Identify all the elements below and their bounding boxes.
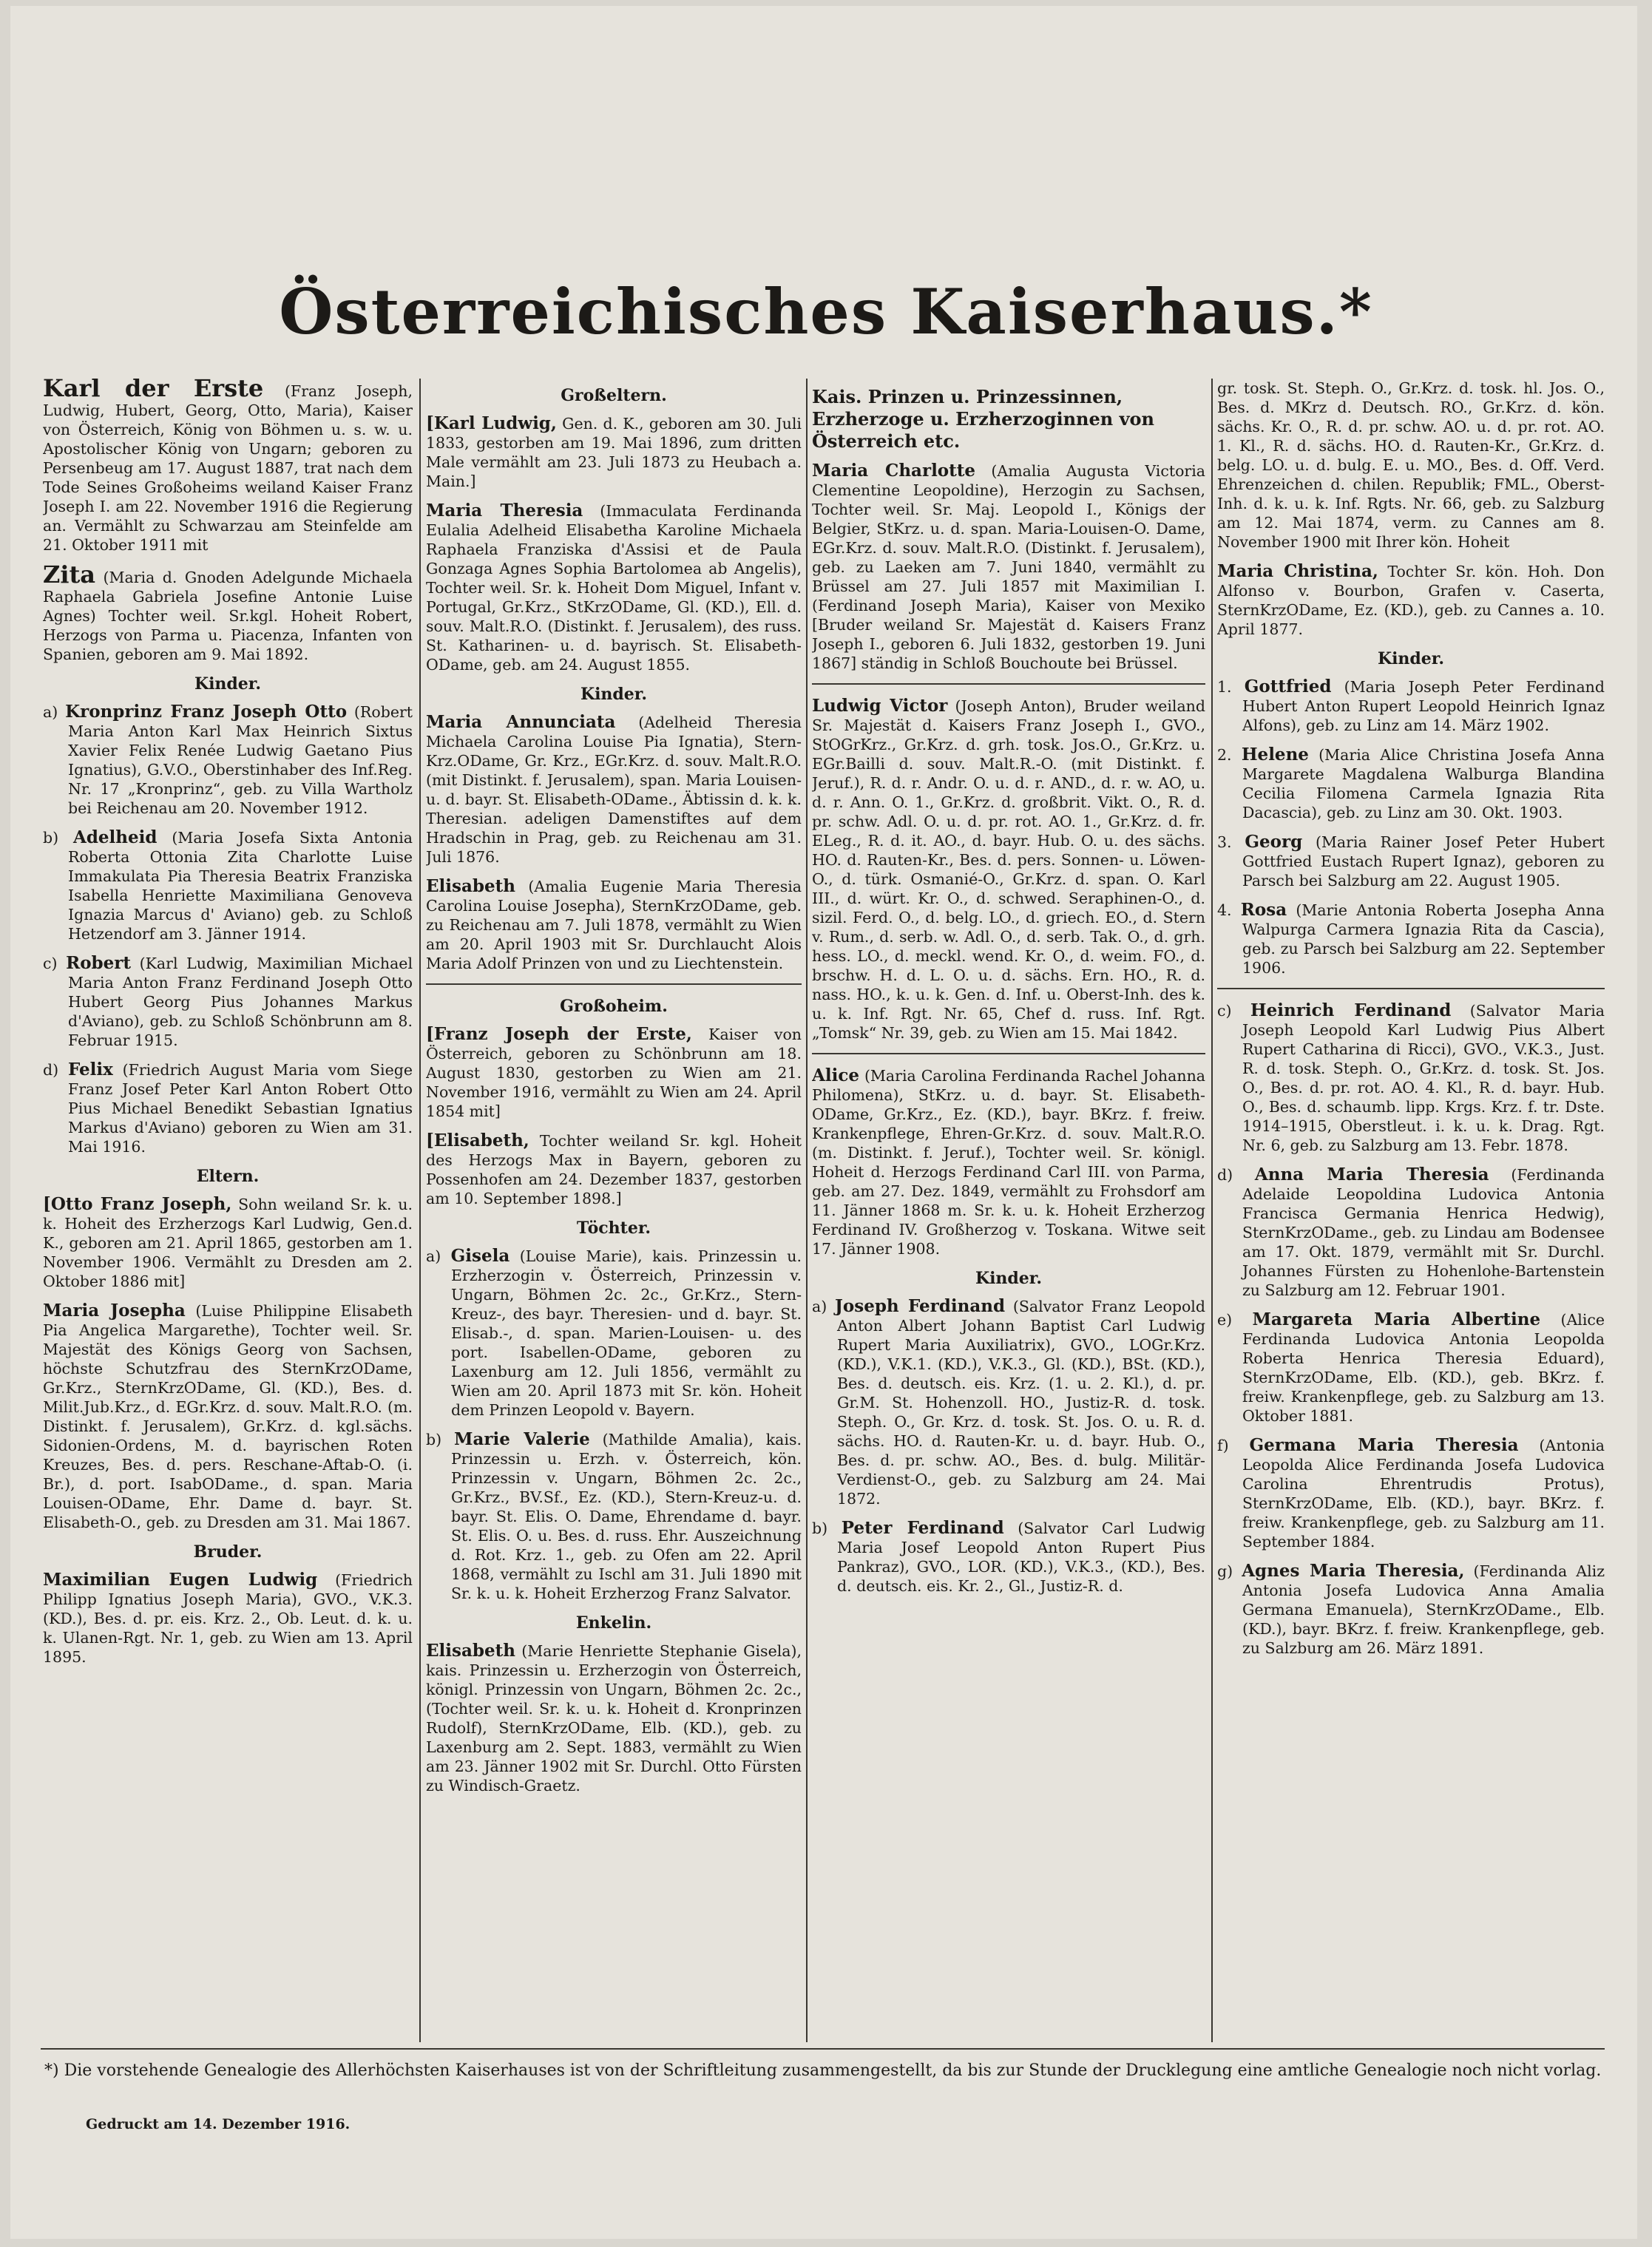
entry-ludwig-victor xyxy=(812,697,1205,1043)
column-3 xyxy=(812,379,1205,2044)
entry-elisabeth-empress xyxy=(426,1131,802,1208)
entry-child xyxy=(426,1247,802,1420)
section-heading: Großeltern. xyxy=(561,386,667,405)
entry-text: (Antonia Leopolda Alice Ferdinanda Josefa Ludovica Carolina Ehrentrudis Protus), SternKrzODame, Elb. (KD.), bayr. BKrz. f. freiw. Krankenpflege, geb. zu Salzburg am 11. September 1884. xyxy=(1242,1437,1605,1550)
column-divider xyxy=(419,379,421,2042)
entry-mark: d) xyxy=(43,1061,68,1079)
entry-text: Gen. d. K., geboren am 30. Juli 1833, gestorben am 19. Mai 1896, zum dritten Male vermählt am 23. Juli 1873 zu Heubach a. Main.] xyxy=(426,415,802,490)
entry-text: (Maria Rainer Josef Peter Hubert Gottfried Eustach Rupert Ignaz), geboren zu Parsch bei Salzburg am 22. August 1905. xyxy=(1242,833,1605,889)
entry-mark: 1. xyxy=(1217,678,1245,696)
entry-name: Alice xyxy=(812,1065,859,1085)
entry-franz-joseph xyxy=(426,1025,802,1121)
entry-otto xyxy=(43,1195,413,1291)
entry-child xyxy=(1217,1562,1605,1658)
divider xyxy=(812,683,1205,685)
entry-name: Felix xyxy=(67,1060,113,1080)
entry-name: Zita xyxy=(43,560,96,589)
entry-text: (Salvator Maria Joseph Leopold Karl Ludwig Pius Albert Rupert Catharina di Ricci), GVO., V.K.3., Just. R. d. tosk. Steph. O., Gr.Krz. d. tosk. St. Jos. O., Bes. d. pr. rot. AO. 4. Kl., R. d. bayr. Hub. O., Bes. d. schaumb. lipp. Krgs. Krz. f. tr. Dste. 1914–1915, Oberstleut. i. k. u. k. Drag. Rgt. Nr. 6, geb. zu Salzburg am 13. Febr. 1878. xyxy=(1242,1002,1605,1154)
entry-text: Tochter weiland Sr. kgl. Hoheit des Herzogs Max in Bayern, geboren zu Possenhofen am 24. Dezember 1837, gestorben am 10. September 1898.] xyxy=(426,1132,802,1207)
entry-name: Joseph Ferdinand xyxy=(835,1296,1006,1316)
entry-text: (Mathilde Amalia), kais. Prinzessin u. Erzh. v. Österreich, kön. Prinzessin v. Ungarn, Böhmen 2c. 2c., Gr.Krz., BV.Sf., Ez. (KD.), Stern-Kreuz-u. d. bayr. St. Elis. O. Dame, Ehrendame d. bayr. St. Elis. O. u. Bes. d. russ. Ehr. Auszeichnung d. Rot. Krz. 1., geb. zu Ofen am 22. April 1868, vermählt zu Ischl am 31. Juli 1890 mit Sr. k. u. k. Hoheit Erzherzog Franz Salvator. xyxy=(451,1431,802,1602)
entry-karl xyxy=(43,379,413,555)
entry-text: (Franz Joseph, Ludwig, Hubert, Georg, Otto, Maria), Kaiser von Österreich, König von Böhmen u. s. w. u. Apostolischer König von Ungarn; geboren zu Persenbeug am 17. August 1887, trat nach dem Tode Seines Großoheims weiland Kaiser Franz Joseph I. am 22. November 1916 die Regierung an. Vermählt zu Schwarzau am Steinfelde am 21. Oktober 1911 mit xyxy=(43,382,413,554)
entry-mark: 4. xyxy=(1217,901,1241,919)
entry-mark: b) xyxy=(426,1431,455,1448)
entry-child xyxy=(1217,901,1605,977)
divider xyxy=(812,1053,1205,1054)
entry-text: Sohn weiland Sr. k. u. k. Hoheit des Erzherzogs Karl Ludwig, Gen.d. K., geboren am 21. April 1865, gestorben am 1. November 1906. Vermählt zu Dresden am 2. Oktober 1886 mit] xyxy=(43,1196,413,1290)
entry-child xyxy=(812,1519,1205,1596)
entry-mark: f) xyxy=(1217,1437,1250,1454)
footnote: *) Die vorstehende Genealogie des Allerhöchsten Kaiserhauses ist von der Schriftleitung zusammengestellt, da bis zur Stunde der Drucklegung eine amtliche Genealogie noch nicht vorlag. xyxy=(44,2061,1602,2080)
divider xyxy=(426,983,802,985)
entry-mark: a) xyxy=(426,1247,451,1265)
entry-text: (Louise Marie), kais. Prinzessin u. Erzherzogin v. Österreich, Prinzessin v. Ungarn, Böhmen 2c. 2c., Gr.Krz., Stern-Kreuz-, des bayr. Theresien- und d. bayr. St. Elisab.-, d. span. Marien-Louisen- u. des port. Isabellen-ODame, geboren zu Laxenburg am 12. Juli 1856, vermählt zu Wien am 20. April 1873 mit Sr. kön. Hoheit dem Prinzen Leopold v. Bayern. xyxy=(451,1247,802,1419)
divider xyxy=(1217,988,1605,989)
entry-name: Kronprinz Franz Joseph Otto xyxy=(65,702,348,722)
entry-child xyxy=(1217,745,1605,822)
entry-name: Heinrich Ferdinand xyxy=(1250,1000,1452,1020)
column-divider xyxy=(806,379,808,2042)
entry-maria-annunciata xyxy=(426,713,802,867)
entry-text: (Maria Joseph Peter Ferdinand Hubert Anton Rupert Leopold Heinrich Ignaz Alfons), geb. zu Linz am 14. März 1902. xyxy=(1242,678,1605,734)
entry-elisabeth-granddaughter xyxy=(426,1641,802,1795)
entry-text: Kaiser von Österreich, geboren zu Schönbrunn am 18. August 1830, gestorben zu Wien am 21. November 1916, vermählt zu Wien am 24. April 1854 mit] xyxy=(426,1026,802,1120)
entry-mark: e) xyxy=(1217,1311,1253,1329)
entry-maximilian xyxy=(43,1570,413,1667)
entry-name: [Otto Franz Joseph, xyxy=(43,1194,232,1214)
entry-name: Karl der Erste xyxy=(43,379,264,402)
entry-child xyxy=(1217,833,1605,890)
entry-child xyxy=(43,828,413,943)
entry-text: (Marie Henriette Stephanie Gisela), kais. Prinzessin u. Erzherzogin von Österreich, königl. Prinzessin von Ungarn, Böhmen 2c. 2c., (Tochter weil. Sr. k. u. k. Hoheit d. Kronprinzen Rudolf), SternKrzODame, Elb. (KD.), geb. zu Laxenburg am 2. Sept. 1883, vermählt zu Wien am 23. Jänner 1902 mit Sr. Durchl. Otto Fürsten zu Windisch-Graetz. xyxy=(426,1642,802,1794)
entry-mark: g) xyxy=(1217,1562,1242,1580)
print-date: Gedruckt am 14. Dezember 1916. xyxy=(86,2116,351,2132)
entry-name: Gisela xyxy=(450,1246,510,1266)
column-4 xyxy=(1217,379,1605,2044)
section-heading: Kinder. xyxy=(194,674,262,694)
section-heading: Bruder. xyxy=(193,1542,263,1562)
entry-text: (Friedrich August Maria vom Siege Franz Josef Peter Karl Anton Robert Otto Pius Michael Benedikt Sebastian Ignatius Markus d'Aviano) geboren zu Wien am 31. Mai 1916. xyxy=(68,1061,413,1156)
entry-mark: c) xyxy=(43,955,67,972)
section-heading: Enkelin. xyxy=(575,1613,652,1633)
entry-text: (Amalia Eugenie Maria Theresia Carolina Louise Josepha), SternKrzODame, geb. zu Reichenau am 7. Juli 1878, vermählt zu Wien am 20. April 1903 mit Sr. Durchlaucht Alois Maria Adolf Prinzen von und zu Liechtenstein. xyxy=(426,878,802,972)
entry-child xyxy=(426,1430,802,1603)
entry-text: (Immaculata Ferdinanda Eulalia Adelheid Elisabetha Karoline Michaela Raphaela Franziska d'Assisi et de Paula Gonzaga Agnes Sophia Bartolomea ab Angelis), Tochter weil. Sr. k. Hoheit Dom Miguel, Infant v. Portugal, Gr.Krz., StKrzODame, Gl. (KD.), Ell. d. souv. Malt.R.O. (Distinkt. f. Jerusalem), des russ. St. Katharinen- u. d. bayrisch. St. Elisabeth-ODame, geb. am 24. August 1855. xyxy=(426,502,802,674)
section-heading: Eltern. xyxy=(196,1167,260,1186)
entry-continuation: gr. tosk. St. Steph. O., Gr.Krz. d. tosk. hl. Jos. O., Bes. d. MKrz d. Deutsch. RO., Gr.Krz. d. kön. sächs. Kr. O., R. d. pr. schw. AO. u. d. pr. rot. AO. 1. Kl., R. d. sächs. HO. d. Rauten-Kr., Gr.Krz. d. belg. LO. u. d. bulg. E. u. MO., Bes. d. Off. Verd. Ehrenzeichen d. chilen. Republik; FML., Oberst-Inh. d. k. u. k. Inf. Rgts. Nr. 66, geb. zu Salzburg am 12. Mai 1874, verm. zu Cannes am 8. November 1900 mit Ihrer kön. Hoheit xyxy=(1217,379,1605,551)
entry-name: Maria Annunciata xyxy=(426,712,616,732)
entry-maria-charlotte xyxy=(812,461,1205,673)
section-heading: Kinder. xyxy=(1377,649,1445,668)
entry-mark: c) xyxy=(1217,1002,1250,1020)
entry-name: Maximilian Eugen Ludwig xyxy=(43,1570,318,1590)
entry-name: Elisabeth xyxy=(426,876,515,896)
entry-text: (Maria Carolina Ferdinanda Rachel Johanna Philomena), StKrz. u. d. bayr. St. Elisabeth-ODame, Gr.Krz., Ez. (KD.), bayr. BKrz. f. freiw. Krankenpflege, Ehren-Gr.Krz. d. souv. Malt.R.O. (m. Distinkt. f. Jeruf.), Tochter weil. Sr. königl. Hoheit d. Herzogs Ferdinand Carl III. von Parma, geb. am 27. Dez. 1849, vermählt zu Frohsdorf am 11. Jänner 1868 m. Sr. k. u. k. Hoheit Erzherzog Ferdinand IV. Großherzog v. Toskana. Witwe seit 17. Jänner 1908. xyxy=(812,1067,1205,1258)
entry-name: Elisabeth xyxy=(426,1641,515,1661)
entry-name: Marie Valerie xyxy=(454,1429,590,1449)
page-title: Österreichisches Kaiserhaus.* xyxy=(279,275,1373,348)
entry-child xyxy=(43,954,413,1050)
entry-text: (Joseph Anton), Bruder weiland Sr. Majestät d. Kaisers Franz Joseph I., GVO., StOGrKrz., Gr.Krz. d. grh. tosk. Jos.O., Gr.Krz. u. EGr.Bailli d. souv. Malt.R.-O. (mit Distinkt. f. Jeruf.), R. d. r. Andr. O. u. d. r. AND., d. r. w. AO, u. d. r. Ann. O. 1., Gr.Krz. d. großbrit. Vikt. O., R. d. pr. schw. Adl. O. u. d. pr. rot. AO. 1., Gr.Krz. d. fr. ELeg., R. d. it. AO., d. bayr. Hub. O. u. des sächs. HO. d. Rauten-Kr., Bes. d. pers. Sonnen- u. Löwen-O., d. türk. Osmanié-O., Gr.Krz. d. span. O. Karl III., d. würt. Kr. O., d. schwed. Seraphinen-O., d. sizil. Ferd. O., d. belg. LO., d. griech. EO., d. Stern v. Rum., d. serb. w. Adl. O., d. serb. Tak. O., d. grh. hess. LO., d. meckl. wend. Kr. O., d. weim. FO., d. brschw. H. d. L. O. u. d. sächs. Ern. HO., R. d. nass. HO., k. u. k. Gen. d. Inf. u. Oberst-Inh. des k. u. k. Inf. Rgt. Nr. 65, Chef d. russ. Inf. Rgt. „Tomsk“ Nr. 39, geb. zu Wien am 15. Mai 1842. xyxy=(812,697,1205,1042)
entry-child xyxy=(1217,677,1605,735)
entry-child xyxy=(1217,1436,1605,1551)
entry-child xyxy=(812,1297,1205,1508)
entry-text: (Maria Alice Christina Josefa Anna Margarete Magdalena Walburga Blandina Cecilia Filomena Carmela Ignazia Rita Dacascia), geb. zu Linz am 30. Okt. 1903. xyxy=(1242,746,1605,821)
entry-mark: 3. xyxy=(1217,833,1245,851)
entry-zita xyxy=(43,560,413,664)
entry-text: (Amalia Augusta Victoria Clementine Leopoldine), Herzogin zu Sachsen, Tochter weil. Sr. Maj. Leopold I., Königs der Belgier, StKrz. u. d. span. Maria-Louisen-O. Dame, EGr.Krz. d. souv. Malt.R.O. (Distinkt. f. Jerusalem), geb. zu Laeken am 7. Juni 1840, vermählt zu Brüssel am 27. Juli 1857 mit Maximilian I. (Ferdinand Joseph Maria), Kaiser von Mexiko [Bruder weiland Sr. Majestät d. Kaisers Franz Joseph I., geboren 6. Juli 1832, gestorben 19. Juni 1867] ständig in Schloß Bouchoute bei Brüssel. xyxy=(812,462,1205,672)
entry-text: (Salvator Franz Leopold Anton Albert Johann Baptist Carl Ludwig Rupert Maria Auxiliatrix), GVO., LOGr.Krz. (KD.), V.K.1. (KD.), V.K.3., Gl. (KD.), BSt. (KD.), Bes. d. deutsch. eis. Krz. (1. u. 2. Kl.), d. pr. Gr.M. St. Hohenzoll. HO., Justiz-R. d. tosk. Steph. O., Gr. Krz. d. tosk. St. Jos. O. u. R. d. sächs. HO. d. Rauten-Kr. u. d. bayr. Hub. O., Bes. d. pr. schw. AO., Bes. d. bulg. Militär-Verdienst-O., geb. zu Salzburg am 24. Mai 1872. xyxy=(837,1298,1205,1508)
section-heading: Großoheim. xyxy=(560,997,668,1016)
entry-name: Gottfried xyxy=(1244,677,1332,697)
entry-name: Peter Ferdinand xyxy=(841,1518,1004,1538)
entry-text: (Ferdinanda Aliz Antonia Josefa Ludovica Anna Amalia Germana Emanuela), SternKrzODame., Elb. (KD.), bayr. BKrz. f. freiw. Krankenpflege, geb. zu Salzburg am 26. März 1891. xyxy=(1242,1562,1605,1657)
entry-name: Maria Theresia xyxy=(426,501,583,521)
entry-maria-theresia xyxy=(426,501,802,674)
entry-name: [Karl Ludwig, xyxy=(426,413,557,433)
entry-mark: b) xyxy=(43,829,73,847)
entry-karl-ludwig xyxy=(426,414,802,491)
section-heading: Töchter. xyxy=(576,1219,651,1238)
entry-name: Maria Charlotte xyxy=(812,461,976,481)
section-heading: Kinder. xyxy=(580,685,648,704)
entry-text: (Karl Ludwig, Maximilian Michael Maria Anton Franz Ferdinand Joseph Otto Hubert Georg Pius Johannes Markus d'Aviano), geb. zu Schloß Schönbrunn am 8. Februar 1915. xyxy=(68,955,413,1049)
entry-alice xyxy=(812,1066,1205,1258)
entry-mark: a) xyxy=(812,1298,836,1315)
entry-text: (Friedrich Philipp Ignatius Joseph Maria), GVO., V.K.3. (KD.), Bes. d. pr. eis. Krz. 2., Ob. Leut. d. k. u. k. Ulanen-Rgt. Nr. 1, geb. zu Wien am 13. April 1895. xyxy=(43,1571,413,1666)
column-divider xyxy=(1211,379,1213,2042)
entry-text: (Salvator Carl Ludwig Maria Josef Leopold Anton Rupert Pius Pankraz), GVO., LOR. (KD.), V.K.3., (KD.), Bes. d. deutsch. eis. Kr. 2., Gl., Justiz-R. d. xyxy=(837,1519,1205,1595)
section-heading: Kais. Prinzen u. Prinzessinnen, Erzherzoge u. Erzherzoginnen von Österreich etc. xyxy=(812,386,1154,452)
entry-maria-josepha xyxy=(43,1301,413,1532)
entry-name: Robert xyxy=(66,953,132,973)
entry-name: Helene xyxy=(1241,745,1309,765)
entry-elisabeth xyxy=(426,877,802,973)
entry-name: Ludwig Victor xyxy=(812,696,948,716)
entry-text: Tochter Sr. kön. Hoh. Don Alfonso v. Bourbon, Grafen v. Caserta, SternKrzODame, Ez. (KD.), geb. zu Cannes a. 10. April 1877. xyxy=(1217,563,1605,638)
entry-text: (Alice Ferdinanda Ludovica Antonia Leopolda Roberta Henrica Theresia Eduard), SternKrzODame, Elb. (KD.), geb. BKrz. f. freiw. Krankenpflege, geb. zu Salzburg am 13. Oktober 1881. xyxy=(1242,1311,1605,1425)
entry-name: Georg xyxy=(1245,832,1303,852)
column-1 xyxy=(43,379,413,2044)
section-heading: Kinder. xyxy=(975,1269,1043,1288)
entry-text: (Ferdinanda Adelaide Leopoldina Ludovica Antonia Francisca Germania Henrica Hedwig), SternKrzODame., geb. zu Lindau am Bodensee am 17. Okt. 1879, vermählt mit Sr. Durchl. Johannes Fürsten zu Hohenlohe-Bartenstein zu Salzburg am 12. Februar 1901. xyxy=(1242,1166,1605,1299)
entry-name: Maria Christina, xyxy=(1217,561,1378,581)
entry-child xyxy=(43,702,413,818)
entry-name: Agnes Maria Theresia, xyxy=(1242,1561,1465,1581)
entry-text: (Luise Philippine Elisabeth Pia Angelica Margarethe), Tochter weil. Sr. Majestät des Königs Georg von Sachsen, höchste Schutzfrau des SternKrzODame, Gr.Krz., SternKrzODame, Gl. (KD.), Bes. d. Milit.Jub.Krz., d. EGr.Krz. d. souv. Malt.R.O. (m. Distinkt. f. Jerusalem), Gr.Krz. d. kgl.sächs. Sidonien-Ordens, M. d. bayrischen Roten Kreuzes, Bes. d. pers. Reschane-Aftab-O. (i. Br.), d. port. IsabODame., d. span. Maria Louisen-ODame, Ehr. Dame d. bayr. St. Elisabeth-O., geb. zu Dresden am 31. Mai 1867. xyxy=(43,1302,413,1531)
entry-text: (Robert Maria Anton Karl Max Heinrich Sixtus Xavier Felix Renée Ludwig Gaetano Pius Ignatius), G.V.O., Oberstinhaber des Inf.Reg. Nr. 17 „Kronprinz“, geb. zu Villa Wartholz bei Reichenau am 20. November 1912. xyxy=(68,703,413,817)
entry-child xyxy=(1217,1310,1605,1426)
entry-mark: 2. xyxy=(1217,746,1242,764)
entry-name: [Elisabeth, xyxy=(426,1131,529,1150)
entry-text: (Maria Josefa Sixta Antonia Roberta Ottonia Zita Charlotte Luise Immakulata Pia Theresia Beatrix Franziska Isabella Henriette Maximiliana Genoveva Ignazia Marcus d' Aviano) geb. zu Schloß Hetzendorf am 3. Jänner 1914. xyxy=(68,829,413,943)
entry-name: Anna Maria Theresia xyxy=(1254,1165,1489,1184)
entry-child xyxy=(1217,1165,1605,1300)
entry-text: (Adelheid Theresia Michaela Carolina Louise Pia Ignatia), Stern-Krz.ODame, Gr. Krz., EGr.Krz. d. souv. Malt.R.O. (mit Distinkt. f. Jerusalem), span. Maria Louisen- u. d. bayr. St. Elisabeth-ODame., Äbtissin d. k. k. Theresian. adeligen Damenstiftes auf dem Hradschin in Prag, geb. zu Reichenau am 31. Juli 1876. xyxy=(426,714,802,866)
entry-child xyxy=(43,1060,413,1156)
entry-mark: b) xyxy=(812,1519,842,1537)
entry-name: Adelheid xyxy=(73,827,158,847)
column-2 xyxy=(426,379,802,2044)
entry-name: [Franz Joseph der Erste, xyxy=(426,1024,692,1044)
footnote-rule xyxy=(41,2048,1605,2050)
entry-name: Margareta Maria Albertine xyxy=(1252,1309,1541,1329)
entry-text: (Maria d. Gnoden Adelgunde Michaela Raphaela Gabriela Josefine Antonie Luise Agnes) Tochter weil. Sr.kgl. Hoheit Robert, Herzogs von Parma u. Piacenza, Infanten von Spanien, geboren am 9. Mai 1892. xyxy=(43,569,413,663)
entry-text: (Marie Antonia Roberta Josepha Anna Walpurga Carmera Ignazia Rita da Cascia), geb. zu Parsch bei Salzburg am 22. September 1906. xyxy=(1242,901,1605,977)
entry-name: Germana Maria Theresia xyxy=(1249,1435,1519,1455)
entry-name: Rosa xyxy=(1240,900,1287,920)
entry-mark: a) xyxy=(43,703,66,721)
entry-maria-christina xyxy=(1217,562,1605,639)
entry-child xyxy=(1217,1001,1605,1155)
entry-name: Maria Josepha xyxy=(43,1301,186,1321)
entry-mark: d) xyxy=(1217,1166,1255,1184)
